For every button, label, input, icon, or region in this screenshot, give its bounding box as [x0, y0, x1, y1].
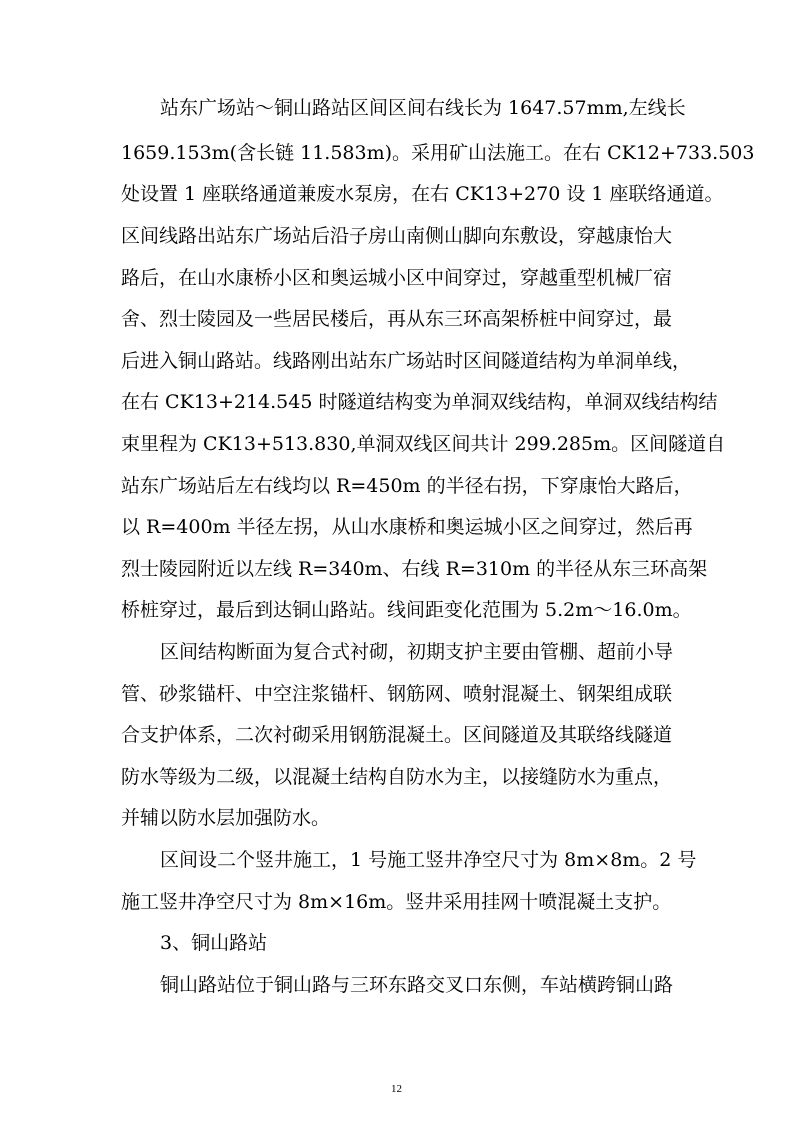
section-heading: 3、铜山路站	[160, 932, 268, 954]
paragraph-1-line-3: 处设置 1 座联络通道兼废水泵房，在右 CK13+270 设 1 座联络通道。	[121, 183, 724, 205]
paragraph-1-line-11: 以 R=400m 半径左拐，从山水康桥和奥运城小区之间穿过，然后再	[121, 516, 693, 538]
paragraph-3-line-2: 施工竖井净空尺寸为 8m×16m。竖井采用挂网十喷混凝土支护。	[121, 891, 672, 913]
paragraph-1-line-1: 站东广场站～铜山路站区间区间右线长为 1647.57mm,左线长	[160, 97, 686, 119]
paragraph-2-line-5: 并辅以防水层加强防水。	[121, 807, 331, 829]
paragraph-2-line-4: 防水等级为二级，以混凝土结构自防水为主，以接缝防水为重点，	[121, 766, 673, 788]
paragraph-4-line-1: 铜山路站位于铜山路与三环东路交叉口东侧，车站横跨铜山路	[160, 974, 674, 996]
paragraph-1-line-9: 束里程为 CK13+513.830,单洞双线区间共计 299.285m。区间隧道自	[121, 433, 726, 455]
paragraph-1-line-7: 后进入铜山路站。线路刚出站东广场站时区间隧道结构为单洞单线，	[121, 350, 692, 372]
paragraph-1-line-5: 路后，在山水康桥小区和奥运城小区中间穿过，穿越重型机械厂宿	[121, 267, 673, 289]
paragraph-1-line-10: 站东广场站后左右线均以 R=450m 的半径右拐，下穿康怡大路后，	[121, 475, 693, 497]
paragraph-2-line-3: 合支护体系，二次衬砌采用钢筋混凝土。区间隧道及其联络线隧道	[121, 724, 673, 746]
paragraph-1-line-13: 桥桩穿过，最后到达铜山路站。线间距变化范围为 5.2m～16.0m。	[121, 599, 692, 621]
paragraph-2-line-1: 区间结构断面为复合式衬砌，初期支护主要由管棚、超前小导	[160, 641, 674, 663]
page-number: 12	[391, 1083, 402, 1095]
paragraph-1-line-4: 区间线路出站东广场站后沿子房山南侧山脚向东敷设，穿越康怡大	[121, 225, 673, 247]
paragraph-1-line-8: 在右 CK13+214.545 时隧道结构变为单洞双线结构，单洞双线结构结	[121, 391, 718, 413]
paragraph-1-line-12: 烈士陵园附近以左线 R=340m、右线 R=310m 的半径从东三环高架	[121, 558, 708, 580]
paragraph-3-line-1: 区间设二个竖井施工，1 号施工竖井净空尺寸为 8m×8m。2 号	[160, 849, 697, 871]
paragraph-2-line-2: 管、砂浆锚杆、中空注浆锚杆、钢筋网、喷射混凝土、钢架组成联	[121, 683, 673, 705]
paragraph-1-line-2: 1659.153m(含长链 11.583m)。采用矿山法施工。在右 CK12+733.503	[121, 142, 755, 164]
paragraph-1-line-6: 舍、烈士陵园及一些居民楼后，再从东三环高架桥桩中间穿过，最	[121, 308, 673, 330]
